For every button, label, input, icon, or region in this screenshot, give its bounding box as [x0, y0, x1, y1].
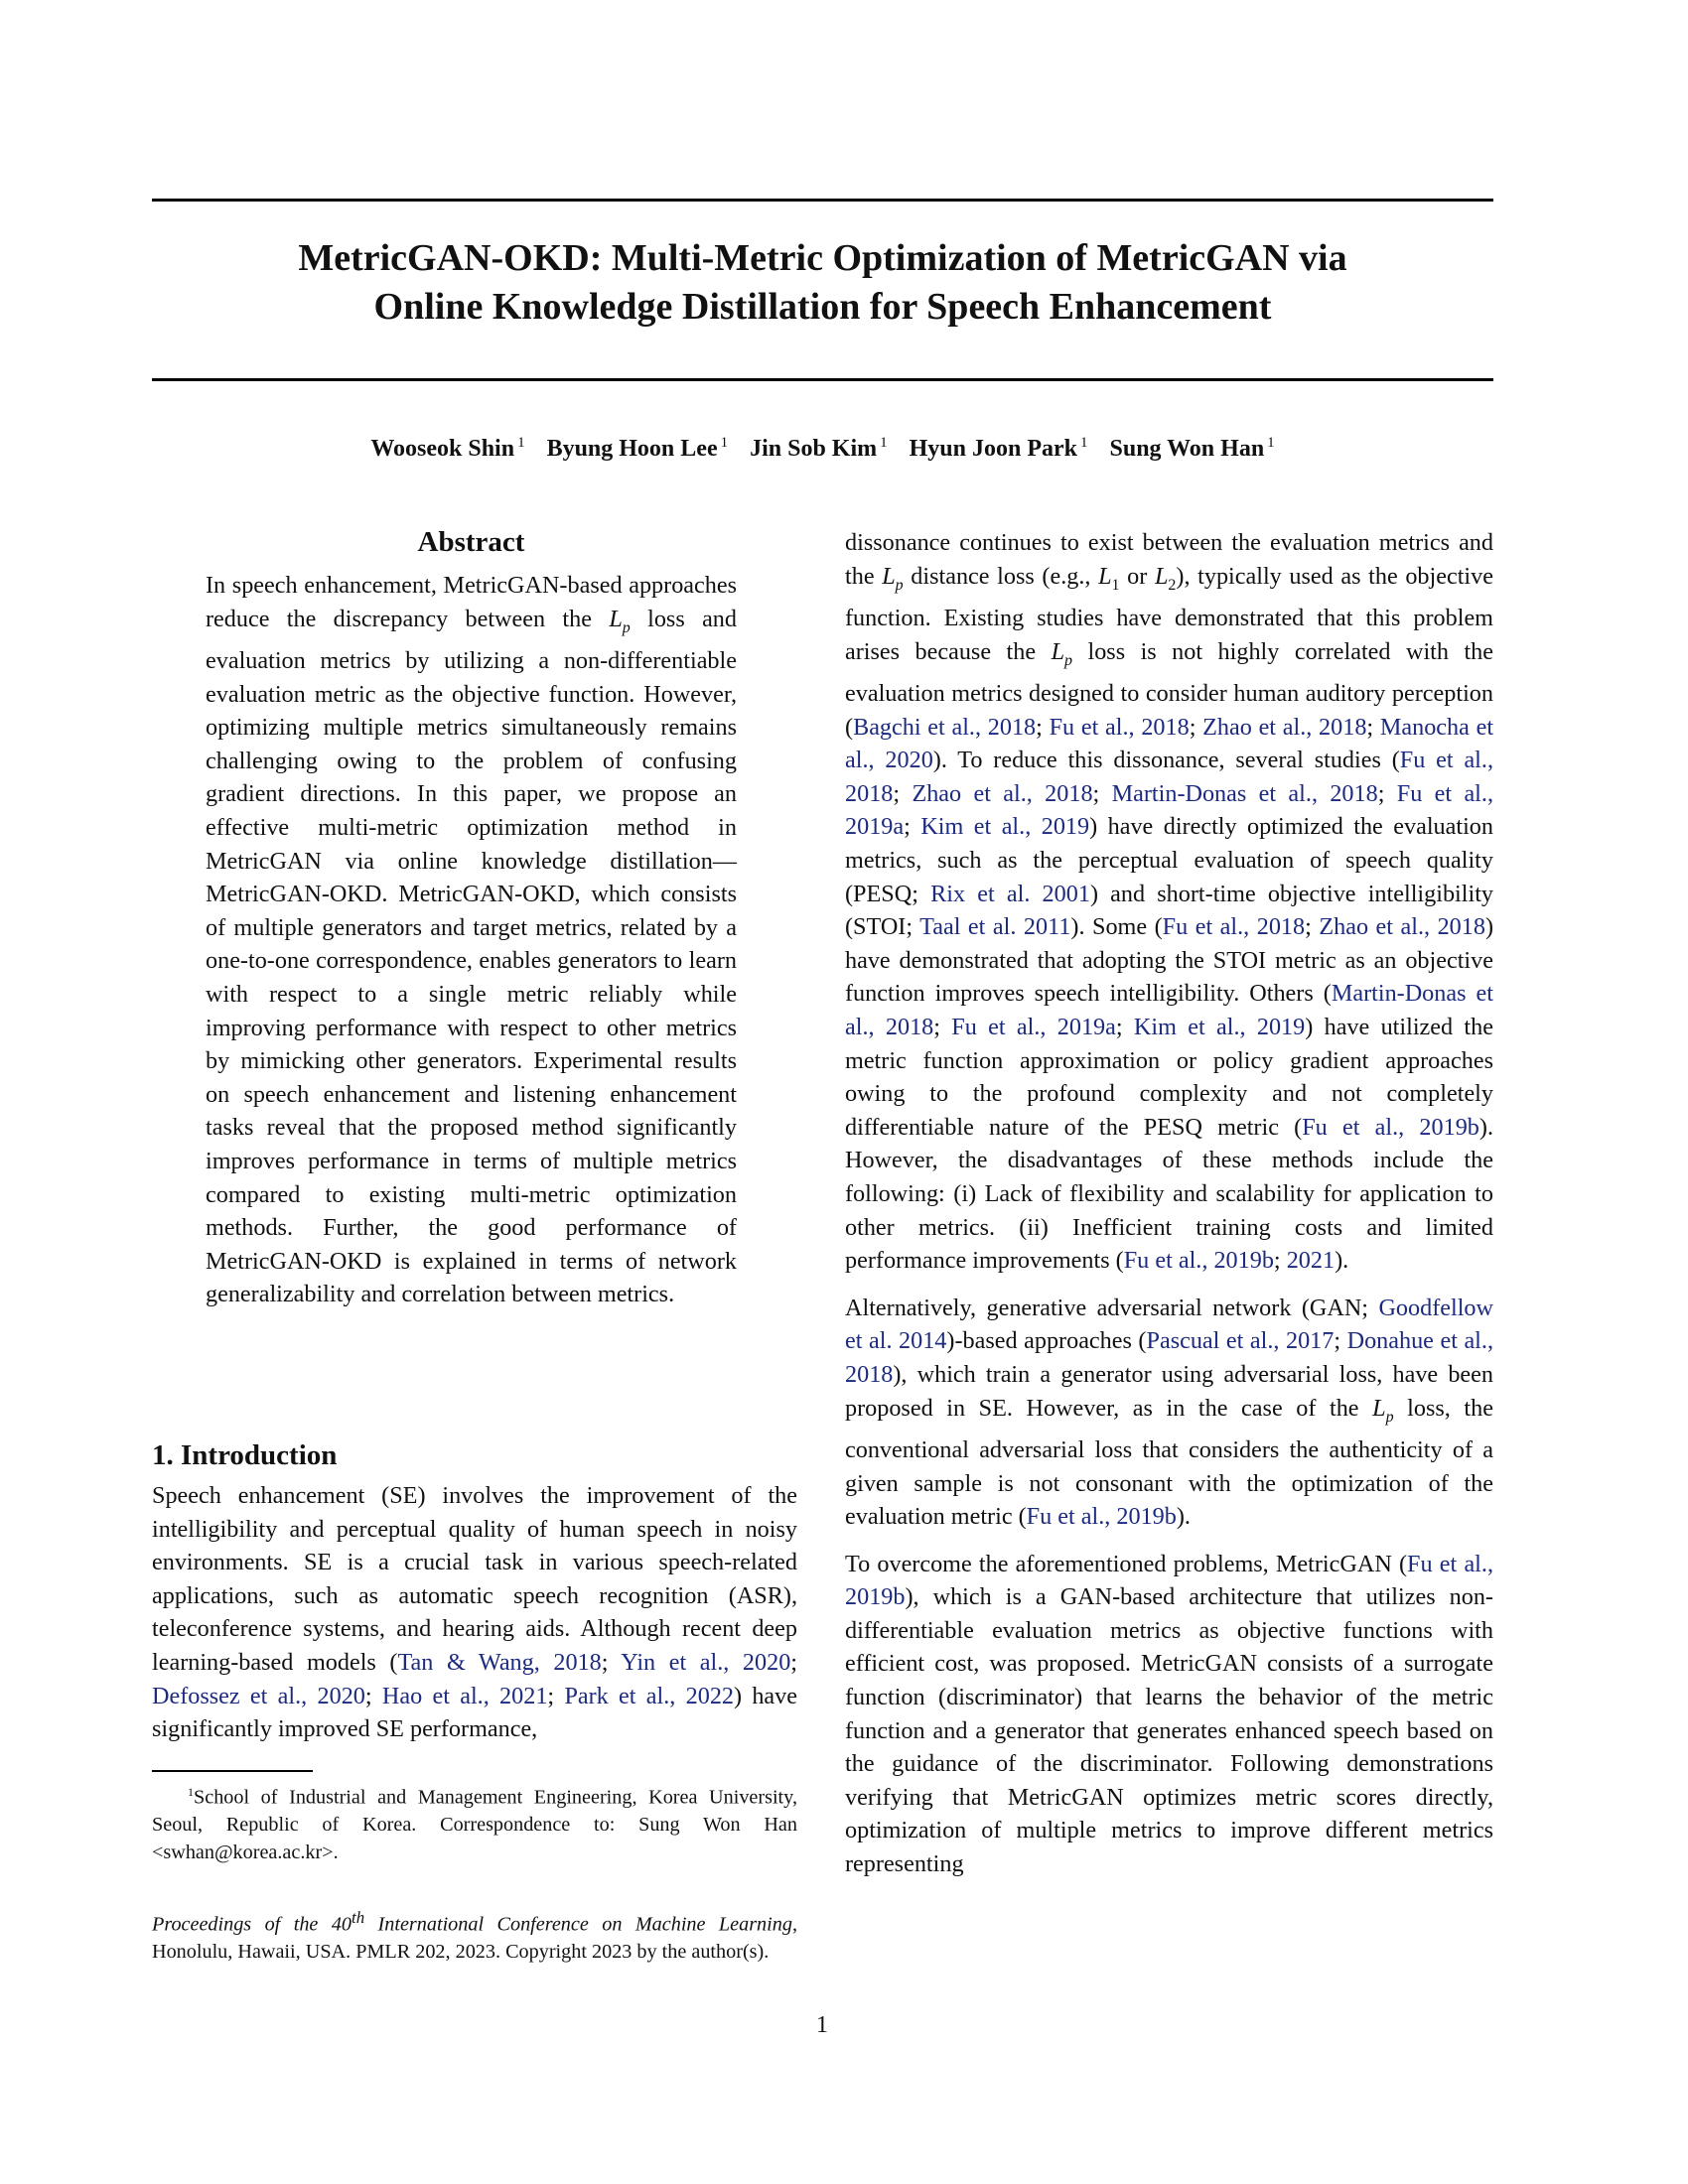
citation-link[interactable]: Yin et al., 2020	[621, 1648, 791, 1676]
text-run: Speech enhancement (SE) involves the improvement of the intelligibility and perceptual quality of human speech in noisy environments. SE is a crucial task in various speech-related applications, such as automatic speech recognition (ASR), teleconference systems, and hearing aids. Although recent deep learning-based models (	[152, 1482, 797, 1676]
citation-link[interactable]: Hao et al., 2021	[381, 1682, 548, 1709]
citation-link[interactable]: Fu et al., 2018	[845, 747, 1494, 807]
citation-link[interactable]: Fu et al., 2018	[1162, 913, 1306, 941]
math-symbol: L	[609, 605, 623, 632]
cite-year: 2019	[1041, 813, 1090, 841]
text-run: ) have significantly improved SE performance,	[152, 1682, 797, 1743]
math-symbol: L	[1372, 1394, 1386, 1422]
text-run: )-based approaches (	[946, 1327, 1147, 1355]
citation-link[interactable]: Zhao et al., 2018	[912, 779, 1093, 807]
citation-link[interactable]: Fu et al., 2019b	[845, 1550, 1493, 1611]
citation-link[interactable]: Fu et al., 2019b	[1302, 1113, 1479, 1141]
cite-authors: Tan & Wang	[397, 1648, 534, 1676]
cite-authors: Fu et al.	[1162, 913, 1244, 941]
citation-link[interactable]: Rix et al. 2001	[930, 880, 1090, 907]
cite-authors: Fu et al.	[951, 1013, 1041, 1040]
text-run: or	[1119, 562, 1155, 590]
text-run: ), which train a generator using adversarial loss, have been proposed in SE. However, as in the case of the	[845, 1360, 1493, 1422]
cite-authors: Donahue et al.	[1346, 1327, 1487, 1355]
text-run: loss, the conventional adversarial loss that considers the authenticity of a given sample is not consonant with the optimization of the evaluation metric (	[845, 1394, 1493, 1531]
cite-year: 2018	[845, 779, 894, 807]
citation-link[interactable]: Martin-Donas et al., 2018	[845, 980, 1493, 1040]
cite-year: 2018	[1437, 913, 1485, 941]
title-top-rule	[152, 199, 1493, 202]
introduction-right-column	[845, 526, 1493, 1881]
math-symbol: L	[1154, 562, 1169, 590]
citation-link[interactable]: Pascual et al., 2017	[1146, 1327, 1335, 1355]
text-run: ), typically used as the objective function. Existing studies have demonstrated that this problem arises because the	[845, 562, 1493, 665]
cite-year: 2018	[1256, 913, 1306, 941]
math-symbol: L	[882, 562, 896, 590]
text-run: dissonance continues to exist between the evaluation metrics and the	[845, 529, 1493, 590]
citation-link[interactable]: Manocha et al., 2020	[845, 713, 1494, 774]
citation-link[interactable]: Donahue et al., 2018	[845, 1327, 1493, 1388]
introduction-left-column	[152, 1479, 797, 1746]
intro-paragraph-3	[845, 1548, 1493, 1881]
affiliation-mark: 1	[1267, 435, 1275, 451]
text-run: ). However, the disadvantages of these methods include the following: (i) Lack of flexibility and scalability for application to other metrics. (ii) Inefficient training costs and limited performance improvements (	[845, 1113, 1493, 1275]
author-name: Sung Won Han	[1109, 436, 1265, 462]
cite-year: 2019a	[1056, 1013, 1116, 1040]
cite-authors: Manocha et al.	[845, 713, 1494, 774]
citation-link[interactable]: 2021	[1286, 1247, 1336, 1275]
cite-authors: Zhao et al.	[1202, 713, 1307, 741]
affiliation-mark: 1	[1080, 435, 1088, 451]
citation-link[interactable]: Kim et al., 2019	[920, 813, 1090, 841]
cite-authors: Park et al.	[564, 1682, 670, 1709]
abstract-paragraph	[206, 569, 737, 1311]
cite-year: 2018	[885, 1013, 934, 1040]
math-l1	[1098, 562, 1120, 594]
math-subscript: 1	[1111, 576, 1120, 594]
citation-link[interactable]: Zhao et al., 2018	[1319, 913, 1485, 941]
cite-authors: Fu et al.	[1396, 779, 1487, 807]
ordinal-sup: th	[352, 1908, 365, 1927]
citation-link[interactable]: Fu et al., 2019a	[845, 779, 1493, 841]
abstract-body	[206, 569, 737, 1311]
math-subscript: p	[1385, 1408, 1394, 1426]
proceedings-text	[152, 1904, 797, 1967]
citation-link[interactable]: Zhao et al., 2018	[1202, 713, 1367, 741]
math-l2	[1154, 562, 1177, 594]
cite-year: 2018	[1045, 779, 1093, 807]
author	[750, 436, 888, 462]
text-run: loss is not highly correlated with the evaluation metrics designed to consider human auditory perception (	[845, 637, 1493, 741]
affiliation-mark: 1	[517, 435, 525, 451]
math-subscript: p	[1064, 651, 1073, 669]
cite-authors: Fu et al.	[1407, 1550, 1487, 1577]
text-run: loss and evaluation metrics by utilizing a non-differentiable evaluation metric as the objective function. However, optimizing multiple metrics simultaneously remains challenging owing to the problem of confusing gradient directions. In this paper, we propose an effective multi-metric optimization method in MetricGAN via online knowledge distillation—MetricGAN-OKD. MetricGAN-OKD, which consists of multiple generators and target metrics, related by a one-to-one correspondence, enables generators to learn with respect to a single metric reliably while improving performance with respect to other metrics by mimicking other generators. Experimental results on speech enhancement and listening enhancement tasks reveal that the proposed method significantly improves performance in terms of multiple metrics compared to existing multi-metric optimization methods. Further, the good performance of MetricGAN-OKD is explained in terms of network generalizability and correlation between metrics.	[206, 605, 737, 1308]
author-list	[152, 435, 1493, 463]
cite-authors: Kim et al.	[1133, 1013, 1240, 1040]
math-lp	[1051, 637, 1073, 669]
cite-authors: Pascual et al.	[1146, 1327, 1274, 1355]
abstract-heading: Abstract	[417, 526, 525, 558]
math-symbol: L	[1098, 562, 1112, 590]
author	[910, 436, 1088, 462]
math-subscript: p	[622, 618, 631, 636]
cite-year: 2019b	[1213, 1247, 1274, 1275]
cite-authors: Kim et al.	[920, 813, 1026, 841]
title-line-1: MetricGAN-OKD: Multi-Metric Optimization of MetricGAN via	[298, 237, 1347, 279]
footnote-mark: 1	[188, 1785, 194, 1799]
title-line-2: Online Knowledge Distillation for Speech Enhancement	[373, 286, 1272, 328]
cite-authors: Fu et al.	[1026, 1503, 1105, 1531]
citation-link[interactable]: Goodfellow et al. 2014	[845, 1294, 1493, 1355]
math-lp	[1372, 1394, 1394, 1426]
intro-paragraph-2: Alternatively, generative adversarial network (GAN; Goodfellow et al. 2014)-based approaches (Pascual et al., 2017; Donahue et al., 2018), which train a generator using adversarial loss, have been proposed in SE. However, as in the case of the $L_p$ loss, the conventional adversarial loss that considers the authenticity of a given sample is not consonant with the optimization of the evaluation metric (Fu et al., 2019b).	[845, 1294, 1493, 1531]
page-number: 1	[816, 2012, 828, 2038]
cite-authors: Martin-Donas et al.	[1111, 779, 1312, 807]
footnote-body: School of Industrial and Management Engineering, Korea University, Seoul, Republic of Korea. Correspondence to: Sung Won Han <swhan@korea.ac.kr>.	[152, 1786, 797, 1863]
citation-link[interactable]: Fu et al., 2019b	[1123, 1247, 1274, 1275]
author-name: Jin Sob Kim	[750, 436, 878, 462]
citation-link[interactable]: Taal et al. 2011	[919, 913, 1071, 941]
cite-year: 2018	[1330, 779, 1378, 807]
text-run: , Honolulu, Hawaii, USA. PMLR 202, 2023. Copyright 2023 by the author(s).	[152, 1913, 797, 1964]
author	[1110, 436, 1275, 462]
citation-link[interactable]: Bagchi et al., 2018	[853, 713, 1037, 741]
text-run: ) have directly optimized the evaluation metrics, such as the perceptual evaluation of speech quality (PESQ;	[845, 813, 1493, 907]
footnote-text	[152, 1779, 797, 1866]
paper-title	[152, 234, 1493, 332]
math-subscript: 2	[1168, 576, 1177, 594]
math-subscript: p	[895, 576, 904, 594]
intro-paragraph-1-start: Speech enhancement (SE) involves the improvement of the intelligibility and perceptual quality of human speech in noisy environments. SE is a crucial task in various speech-related applications, such as automatic speech recognition (ASR), teleconference systems, and hearing aids. Although recent deep learning-based models (Tan & Wang, 2018; Yin et al., 2020; Defossez et al., 2020; Hao et al., 2021; Park et al., 2022) have significantly improved SE performance,	[152, 1482, 798, 1743]
affiliation-footnote	[152, 1779, 797, 1866]
text-run: Proceedings of the	[152, 1913, 332, 1936]
cite-authors: Hao et al.	[381, 1682, 484, 1709]
cite-authors: Defossez et al.	[152, 1682, 302, 1709]
text-run: Alternatively, generative adversarial network (GAN;	[845, 1294, 1379, 1321]
cite-authors: Yin et al.	[621, 1648, 724, 1676]
proceedings-note	[152, 1904, 797, 1967]
author-name: Wooseok Shin	[370, 436, 515, 462]
cite-year: 2021	[499, 1682, 548, 1709]
cite-year: 2020	[317, 1682, 365, 1709]
citation-link[interactable]: Fu et al., 2019b	[1026, 1503, 1177, 1531]
author	[547, 436, 729, 462]
text-run: ). Some (	[1070, 913, 1163, 941]
cite-year: 2018	[1319, 713, 1367, 741]
citation-link[interactable]: Tan & Wang, 2018	[397, 1648, 602, 1676]
cite-year: 2020	[742, 1648, 791, 1676]
cite-year: 2019b	[1419, 1113, 1479, 1141]
cite-authors: Zhao et al.	[912, 779, 1027, 807]
math-symbol: L	[1051, 637, 1065, 665]
cite-year: 2019	[1256, 1013, 1306, 1040]
text-run: ).	[1335, 1247, 1349, 1275]
intro-paragraph-1-cont: dissonance continues to exist between the evaluation metrics and the $L_p$ distance loss (e.g., $L_1$ or $L_2$), typically used as the objective function. Existing studies have demonstrated that this problem arises because the $L_p$ loss is not highly correlated with the evaluation metrics designed to consider human auditory perception (Bagchi et al., 2018; Fu et al., 2018; Zhao et al., 2018; Manocha et al., 2020). To reduce this dissonance, several studies (Fu et al., 2018; Zhao et al., 2018; Martin-Donas et al., 2018; Fu et al., 2019a; Kim et al., 2019) have directly optimized the evaluation metrics, such as the perceptual evaluation of speech quality (PESQ; Rix et al. 2001) and short-time objective intelligibility (STOI; Taal et al. 2011). Some (Fu et al., 2018; Zhao et al., 2018) have demonstrated that adopting the STOI metric as an objective function improves speech intelligibility. Others (Martin-Donas et al., 2018; Fu et al., 2019a; Kim et al., 2019) have utilized the metric function approximation or policy gradient approaches owing to the profound complexity and not completely differentiable nature of the PESQ metric (Fu et al., 2019b). However, the disadvantages of these methods include the following: (i) Lack of flexibility and scalability for application to other metrics. (ii) Inefficient training costs and limited performance improvements (Fu et al., 2019b; 2021).	[845, 529, 1494, 1275]
text-run: ) have demonstrated that adopting the STOI metric as an objective function improves speech intelligibility. Others (	[845, 913, 1494, 1008]
cite-year: 2019b	[845, 1583, 906, 1611]
footnote-rule	[152, 1770, 313, 1772]
cite-year: 2018	[987, 713, 1037, 741]
text-run: To overcome the aforementioned problems, MetricGAN (	[845, 1550, 1408, 1577]
cite-year: 2018	[553, 1648, 602, 1676]
cite-authors: Bagchi et al.	[853, 713, 975, 741]
text-run: ).	[1176, 1503, 1191, 1531]
cite-year: 2018	[845, 1360, 894, 1388]
author-name: Byung Hoon Lee	[546, 436, 718, 462]
citation-link[interactable]: Park et al., 2022	[564, 1682, 734, 1709]
cite-year: 2019a	[845, 813, 905, 841]
cite-year: 2020	[885, 747, 933, 774]
author	[370, 436, 524, 462]
cite-authors: Fu et al.	[1302, 1113, 1399, 1141]
cite-authors: Martin-Donas et al.	[845, 980, 1493, 1040]
text-run: ) and short-time objective intelligibility (STOI;	[845, 880, 1494, 941]
cite-authors: Fu et al.	[1399, 747, 1487, 774]
cite-year: 2019b	[1116, 1503, 1177, 1531]
citation-link[interactable]: Fu et al., 2018	[1049, 713, 1190, 741]
citation-link[interactable]: Fu et al., 2019a	[951, 1013, 1116, 1040]
citation-link[interactable]: Martin-Donas et al., 2018	[1111, 779, 1378, 807]
section-heading-introduction: 1. Introduction	[152, 1439, 338, 1471]
author-name: Hyun Joon Park	[909, 436, 1078, 462]
text-run: distance loss (e.g.,	[903, 562, 1099, 590]
cite-authors: Zhao et al.	[1319, 913, 1425, 941]
cite-authors: Fu et al.	[1049, 713, 1129, 741]
math-lp	[609, 605, 631, 636]
text-run: International Conference on Machine Learning	[364, 1913, 792, 1936]
text-run: ) have utilized the metric function approximation or policy gradient approaches owing to the profound complexity and not completely differentiable nature of the PESQ metric (	[845, 1013, 1493, 1141]
text-run: ), which is a GAN-based architecture that utilizes non-differentiable evaluation metrics as objective functions with efficient cost, was proposed. MetricGAN consists of a surrogate function (discriminator) that learns the behavior of the metric function and a generator that generates enhanced speech based on the guidance of the discriminator. Following demonstrations verifying that MetricGAN optimizes metric scores directly, optimization of multiple metrics to improve different metrics representing	[845, 1583, 1493, 1878]
affiliation-mark: 1	[720, 435, 729, 451]
cite-year: 2022	[685, 1682, 734, 1709]
cite-authors: Fu et al.	[1123, 1247, 1202, 1275]
affiliation-mark: 1	[880, 435, 888, 451]
title-bottom-rule	[152, 378, 1493, 381]
text-run: 40	[331, 1913, 352, 1936]
text-run: ). To reduce this dissonance, several studies (	[932, 747, 1400, 774]
citation-link[interactable]: Defossez et al., 2020	[152, 1682, 365, 1709]
cite-year: 2018	[1141, 713, 1190, 741]
text-run: In speech enhancement, MetricGAN-based approaches reduce the discrepancy between the	[206, 572, 737, 632]
math-lp	[882, 562, 904, 594]
citation-link[interactable]: Kim et al., 2019	[1133, 1013, 1306, 1040]
cite-year: 2017	[1285, 1327, 1335, 1355]
